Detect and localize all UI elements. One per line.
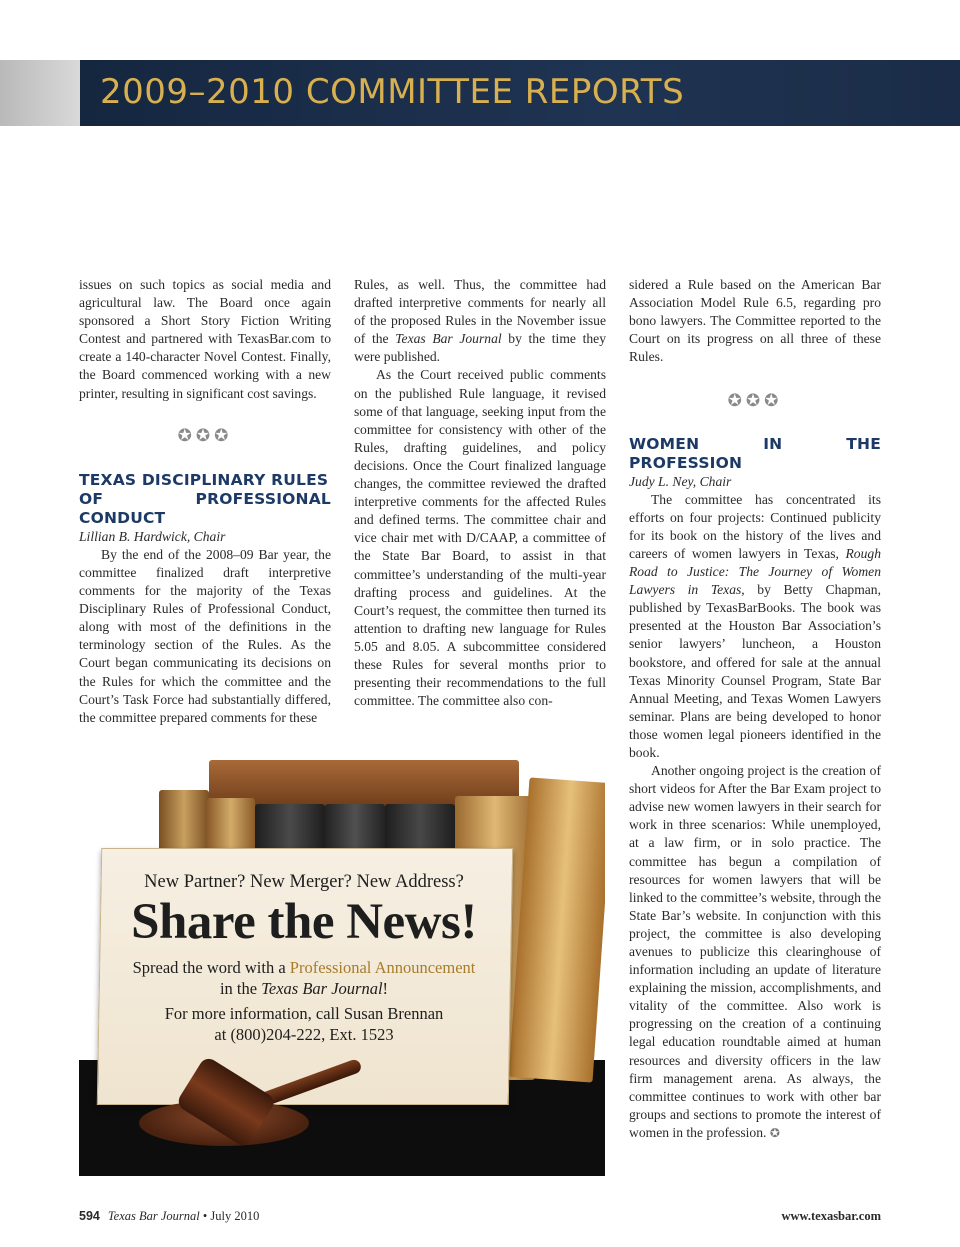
section-heading <box>79 471 331 528</box>
committee-chair: Lillian B. Hardwick, Chair <box>79 528 226 544</box>
page-number: 594 <box>79 1209 100 1223</box>
ad-highlight: Professional Announcement <box>289 958 476 977</box>
section-divider-stars-icon: ✪✪✪ <box>177 425 233 446</box>
ad-line: For more information, call Susan Brennan <box>164 1004 444 1023</box>
column-1 <box>79 276 331 727</box>
paragraph: By the end of the 2008–09 Bar year, the committee finalized draft interpretive comments for the majority of the Texas Disciplinary Rules of Professional Conduct, along with most of the definitions in the terminology section of the Rules. As the Court began communicating its decisions on the Rules for which the committee and the Court’s Task Force had substantially differed, the committee prepared comments for these <box>79 546 331 725</box>
heading-line: OF PROFESSIONAL CONDUCT <box>79 489 331 527</box>
heading-line: TEXAS DISCIPLINARY RULES <box>79 470 329 489</box>
publication-title: Texas Bar Journal <box>395 331 502 347</box>
advertisement <box>79 760 605 1176</box>
text-run: ! <box>382 979 389 998</box>
text-run: Another ongoing project is the creation of short videos for After the Bar Exam project to advise new women lawyers in their search for work in three scenarios: While unemployed, at a law firm, or in solo practice. The committee has begun a compilation of resources for women lawyers that will be linked to the committee’s website, through the State Bar’s website. In conjunction with this project, the committee is also developing avenues to publicize this clearinghouse of information including an update of literature explaining the mission, accomplishments, and vitality of the committee. Also work is progressing on the creation of a continuing legal education roundtable aimed at human resources and diversity officers in the law firm management arena. As always, the committee continues to work with other bar groups and sections to promote the interest of women in the profession. <box>629 763 881 1140</box>
ad-line <box>89 958 519 978</box>
journal-name: Texas Bar Journal <box>107 1209 200 1223</box>
text-run: , by Betty Chapman, published by TexasBarBooks. The book was presented at the Houston Bar Association’s senior lawyers’ luncheon, a Houston bookstore, and offered for sale at the annual Texas Minority Counsel Program, State Bar Annual Meeting, and Texas Women Lawyers seminar. Plans are being developed to honor those women legal pioneers identified in the book. <box>629 582 881 760</box>
book-title: Rough Road to Justice: The Journey of Women Lawyers in Texas <box>629 545 881 598</box>
text-run: Spread the word with a <box>132 958 290 977</box>
issue-date: July 2010 <box>210 1209 260 1223</box>
column-3 <box>629 276 881 1142</box>
text-run: The committee has concentrated its efforts on four projects: Continued publicity for its book on the history of the lives and careers of women lawyers in Texas, <box>629 491 881 561</box>
text-run: in the <box>219 979 262 998</box>
ad-headline: New Partner? New Merger? New Address? <box>144 872 464 892</box>
text-run: by the time they were published. <box>354 331 606 365</box>
page-title: 2009–2010 COMMITTEE REPORTS <box>100 72 685 112</box>
text-run: Rules, as well. Thus, the committee had drafted interpretive comments for nearly all of the proposed Rules in the November issue of the <box>354 277 606 347</box>
footer-page-info <box>79 1209 259 1224</box>
paragraph: sidered a Rule based on the American Bar Association Model Rule 6.5, regarding pro bono lawyers. The Committee reported to the Court on its progress on all three of these Rules. <box>629 277 881 365</box>
section-divider-stars-icon: ✪✪✪ <box>727 391 783 412</box>
ad-line <box>89 979 519 999</box>
paragraph <box>629 762 881 1142</box>
committee-chair: Judy L. Ney, Chair <box>629 473 732 489</box>
paragraph: issues on such topics as social media and agricultural law. The Board once again sponsored a Short Story Fiction Writing Contest and partnered with TexasBar.com to create a 140-character Novel Contest. Finally, the Board commenced working with a new printer, resulting in significant cost savings. <box>79 277 331 401</box>
ad-phone: at (800)204-222, Ext. 1523 <box>214 1025 394 1044</box>
footer-url-link[interactable]: www.texasbar.com <box>781 1209 881 1223</box>
paragraph <box>354 276 606 366</box>
ad-title: Share the News! <box>131 894 477 950</box>
section-heading: WOMEN IN THE PROFESSION <box>629 434 881 472</box>
section-banner <box>80 60 960 126</box>
separator: • <box>199 1209 211 1223</box>
end-mark-icon: ✪ <box>769 1125 780 1140</box>
column-2 <box>354 276 606 710</box>
paragraph <box>629 491 881 762</box>
publication-title: Texas Bar Journal <box>261 979 383 998</box>
banner-side-bar <box>0 60 80 126</box>
paragraph: As the Court received public comments on the published Rule language, it revised some of that language, seeking input from the committee for consistency with other of the Rules, drafting guidelines, and policy decisions. Once the Court finalized language changes, the committee reviewed the drafted interpretive comments for the affected Rules and defined terms. The committee chair and vice chair met with D/CAAP, a committee of the State Bar Board, to assist in that committee’s understanding of the multi-year drafting process and guidelines. At the Court’s request, the committee then turned its attention to drafting new language for Rules 5.05 and 8.05. A subcommittee considered these Rules for several months prior to presenting their recommendations to the full committee. The committee also con- <box>354 367 606 709</box>
